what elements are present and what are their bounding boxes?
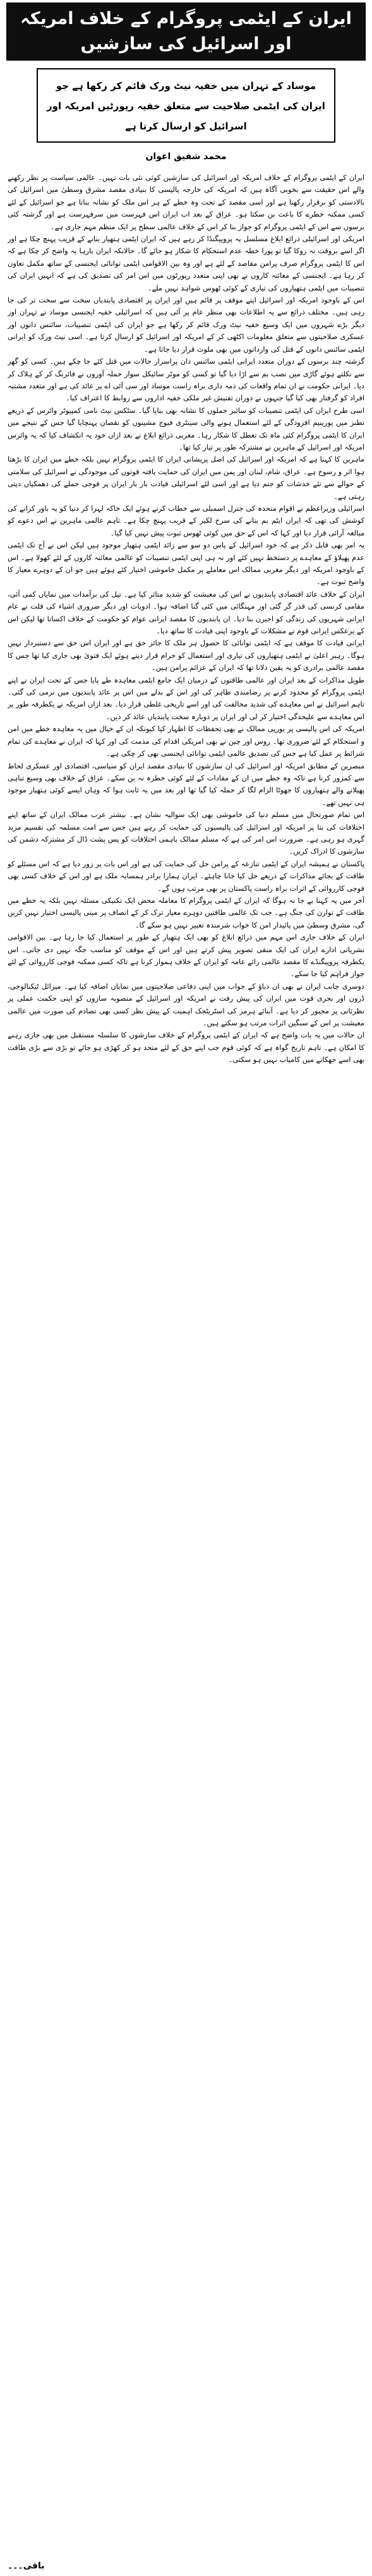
article-paragraph: دوسری جانب ایران نے بھی ان دباؤ کے جواب میں اپنی دفاعی صلاحیتوں میں نمایاں اضافہ کیا ہے۔ میزائل ٹیکنالوجی، ڈرون اور بحری قوت میں ایران کی پیش رفت نے امریکہ اور اسرائیل کے منصوبہ سازوں کو اپنی حکمت عملی پر نظرثانی پر مجبور کر دیا ہے۔ آبنائے ہرمز کی اسٹریٹجک اہمیت کے پیش نظر کسی بھی تصادم کی صورت میں عالمی معیشت پر اس کے سنگین اثرات مرتب ہو سکتے ہیں۔ <box>8 981 364 1028</box>
article-paragraph: پاکستان نے ہمیشہ ایران کے ایٹمی تنازعہ کے پرامن حل کی حمایت کی ہے اور اس بات پر زور دیا ہے کہ اس مسئلے کو طاقت کے بجائے مذاکرات کے ذریعے حل کیا جانا چاہئے۔ ایران ہمارا برادر ہمسایہ ملک ہے اور اس کے خلاف کسی بھی فوجی کارروائی کے اثرات براہ راست پاکستان پر بھی مرتب ہوں گے۔ <box>8 859 364 893</box>
article-paragraph: گزشتہ چند برسوں کے دوران متعدد ایرانی ایٹمی سائنس دان پراسرار حالات میں قتل کئے جا چکے ہیں۔ کسی کو گھر سے نکلتے ہوئے گاڑی میں نصب بم سے اڑا دیا گیا تو کسی کو موٹر سائیکل سوار حملہ آوروں نے فائرنگ کر کے ہلاک کر دیا۔ ایرانی حکومت نے ان تمام واقعات کی ذمہ داری براہ راست موساد اور سی آئی اے پر عائد کی ہے اور متعدد مشتبہ افراد کو گرفتار بھی کیا گیا جنہوں نے دوران تفتیش غیر ملکی خفیہ اداروں سے روابط کا اعتراف کیا۔ <box>8 357 364 403</box>
article-summary: موساد کے تہران میں خفیہ نیٹ ورک قائم کر رکھا ہے جو ایران کی ایٹمی صلاحیت سے متعلق خفیہ رپورٹیں امریکہ اور اسرائیل کو ارسال کرتا ہے <box>47 80 325 132</box>
article-byline: محمد شفیق اعوان <box>145 152 227 162</box>
article-paragraph: ایرانی قیادت کا موقف ہے کہ ایٹمی توانائی کا حصول ہر ملک کا جائز حق ہے اور ایران اس حق سے دستبردار نہیں ہوگا۔ رہبر اعلیٰ نے ایٹمی ہتھیاروں کی تیاری اور استعمال کو حرام قرار دیتے ہوئے ایک فتویٰ بھی جاری کیا تھا جس کا مقصد عالمی برادری کو یہ یقین دلانا تھا کہ ایران کے عزائم پرامن ہیں۔ <box>8 638 364 672</box>
article-headline: ایران کے ایٹمی پروگرام کے خلاف امریکہ اور اسرائیل کی سازشیں <box>20 9 352 54</box>
article-paragraph: اس کے باوجود امریکہ اور اسرائیل اپنے موقف پر قائم ہیں اور ایران پر اقتصادی پابندیاں سخت سے سخت تر کی جا رہی ہیں۔ مختلف ذرائع سے یہ اطلاعات بھی منظر عام پر آئی ہیں کہ اسرائیلی خفیہ ایجنسی موساد نے تہران اور دیگر بڑے شہروں میں ایک وسیع خفیہ نیٹ ورک قائم کر رکھا ہے جو ایران کی ایٹمی تنصیبات، سائنس دانوں اور عسکری صلاحیتوں سے متعلق معلومات اکٹھی کر کے امریکہ اور اسرائیل کو ارسال کرتا ہے۔ اسی نیٹ ورک کو ایرانی ایٹمی سائنس دانوں کے قتل کی وارداتوں میں بھی ملوث قرار دیا جاتا ہے۔ <box>8 295 364 354</box>
article-paragraph: مبصرین کے مطابق امریکہ اور اسرائیل کی ان سازشوں کا بنیادی مقصد ایران کو سیاسی، اقتصادی اور عسکری لحاظ سے کمزور کرنا ہے تاکہ وہ خطے میں ان کے مفادات کے لئے کوئی خطرہ نہ بن سکے۔ عراق کے خلاف بھی وسیع تباہی پھیلانے والے ہتھیاروں کا جھوٹا الزام لگا کر حملہ کیا گیا تھا اور بعد میں یہ ثابت ہوا کہ وہاں ایسے کوئی ہتھیار موجود ہی نہیں تھے۔ <box>8 761 364 807</box>
article-paragraph: ماہرین کا کہنا ہے کہ امریکہ اور اسرائیل کی اصل پریشانی ایران کا ایٹمی پروگرام نہیں بلکہ خطے میں ایران کا بڑھتا ہوا اثر و رسوخ ہے۔ عراق، شام، لبنان اور یمن میں ایران کی حمایت یافتہ قوتوں کی موجودگی نے اسرائیل کی سلامتی کے حوالے سے نئے خدشات کو جنم دیا ہے اور اسی لئے اسرائیلی قیادت بار بار ایران پر فوجی حملے کی دھمکیاں دیتی رہتی ہے۔ <box>8 455 364 501</box>
continued-marker: باقی۔۔۔ <box>8 2561 45 2571</box>
article-paragraph: آخر میں یہ کہنا بے جا نہ ہوگا کہ ایران کے ایٹمی پروگرام کا معاملہ محض ایک تکنیکی مسئلہ نہیں بلکہ یہ خطے میں طاقت کے توازن کی جنگ ہے۔ جب تک عالمی طاقتیں دوہرے معیار ترک کر کے انصاف پر مبنی پالیسی اختیار نہیں کریں گی، مشرق وسطیٰ میں پائیدار امن کا خواب شرمندہ تعبیر نہیں ہو سکے گا۔ <box>8 895 364 929</box>
article-paragraph: یہ امر بھی قابل ذکر ہے کہ خود اسرائیل کے پاس دو سو سے زائد ایٹمی ہتھیار موجود ہیں لیکن اس نے آج تک ایٹمی عدم پھیلاؤ کے معاہدے پر دستخط نہیں کئے اور نہ ہی اپنی ایٹمی تنصیبات کو عالمی معائنہ کاروں کے لئے کھولا ہے۔ اس کے باوجود امریکہ اور دیگر مغربی ممالک اس معاملے پر مکمل خاموشی اختیار کئے ہوئے ہیں جو ان کے دوہرے معیار کا واضح ثبوت ہے۔ <box>8 540 364 587</box>
article-paragraph: ایران کے ایٹمی پروگرام کے خلاف امریکہ اور اسرائیل کی سازشیں کوئی نئی بات نہیں۔ عالمی سیاست پر نظر رکھنے والے اس حقیقت سے بخوبی آگاہ ہیں کہ امریکہ کی خارجہ پالیسی کا بنیادی مقصد مشرق وسطیٰ میں اسرائیل کی بالادستی کو برقرار رکھنا ہے اور اسی مقصد کے تحت وہ خطے کے ہر اس ملک کو نشانہ بناتا ہے جو اسرائیل کے لئے کسی ممکنہ خطرے کا باعث بن سکتا ہو۔ عراق کے بعد اب ایران اس فہرست میں سرفہرست ہے اور گزشتہ کئی برسوں سے اس کے ایٹمی پروگرام کو جواز بنا کر اس کے خلاف عالمی سطح پر ایک منظم مہم جاری ہے۔ <box>8 173 364 231</box>
article-paragraph: ایران کے خلاف جاری اس مہم میں ذرائع ابلاغ کو بھی ایک ہتھیار کے طور پر استعمال کیا جا رہا ہے۔ بین الاقوامی نشریاتی ادارے ایران کی ایک منفی تصویر پیش کرتے ہیں اور اس کے موقف کو مناسب جگہ نہیں دی جاتی۔ اس یکطرفہ پروپیگنڈے کا مقصد عالمی رائے عامہ کو ایران کے خلاف ہموار کرنا ہے تاکہ کسی ممکنہ فوجی کارروائی کے لئے جواز فراہم کیا جا سکے۔ <box>8 933 364 979</box>
article-paragraph: اس تمام صورتحال میں مسلم دنیا کی خاموشی بھی ایک سوالیہ نشان ہے۔ بیشتر عرب ممالک ایران کے ساتھ اپنے اختلافات کی بنا پر امریکہ اور اسرائیل کی پالیسیوں کی حمایت کر رہے ہیں جس سے امت مسلمہ کی تقسیم مزید گہری ہو رہی ہے۔ ضرورت اس امر کی ہے کہ مسلم ممالک باہمی اختلافات کو پس پشت ڈال کر مشترکہ دشمن کی سازشوں کا ادراک کریں۔ <box>8 810 364 856</box>
article-paragraph: امریکہ کی اس پالیسی پر یورپی ممالک نے بھی تحفظات کا اظہار کیا کیونکہ ان کے خیال میں یہ معاہدہ خطے میں امن و استحکام کے لئے ضروری تھا۔ روس اور چین نے بھی امریکی اقدام کی مذمت کی اور کہا کہ ایران نے معاہدے کی تمام شرائط پر عمل کیا ہے جس کی تصدیق عالمی ایٹمی توانائی ایجنسی بھی کر چکی ہے۔ <box>8 724 364 758</box>
article-paragraph: اسرائیلی وزیراعظم نے اقوام متحدہ کی جنرل اسمبلی سے خطاب کرتے ہوئے ایک خاکہ لہرا کر دنیا کو یہ باور کرانے کی کوشش کی تھی کہ ایران ایٹم بم بنانے کی سرخ لکیر کے قریب پہنچ چکا ہے۔ تاہم عالمی ماہرین نے اس دعوے کو مبالغہ آرائی قرار دیا اور کہا کہ اس کے حق میں کوئی ٹھوس ثبوت پیش نہیں کیا گیا۔ <box>8 503 364 537</box>
article-paragraph: ایران کے خلاف عائد اقتصادی پابندیوں نے اس کی معیشت کو شدید متاثر کیا ہے۔ تیل کی برآمدات میں نمایاں کمی آئی، مقامی کرنسی کی قدر گر گئی اور مہنگائی میں کئی گنا اضافہ ہوا۔ ادویات اور دیگر ضروری اشیاء کی قلت نے عام ایرانی شہریوں کی زندگی کو اجیرن بنا دیا۔ ان پابندیوں کا مقصد ایرانی عوام کو حکومت کے خلاف اکسانا تھا لیکن اس کے برعکس ایرانی قوم نے مشکلات کے باوجود اپنی قیادت کا ساتھ دیا۔ <box>8 589 364 636</box>
article-paragraph: اسی طرح ایران کی ایٹمی تنصیبات کو سائبر حملوں کا نشانہ بھی بنایا گیا۔ سٹکس نیٹ نامی کمپیوٹر وائرس کے ذریعے نطنز میں یورینیم افزودگی کے لئے استعمال ہونے والی سینٹری فیوج مشینوں کو نقصان پہنچایا گیا جس کے نتیجے میں ایران کا ایٹمی پروگرام کئی ماہ تک تعطل کا شکار رہا۔ مغربی ذرائع ابلاغ نے بعد ازاں خود یہ انکشاف کیا کہ یہ وائرس امریکہ اور اسرائیل کے ماہرین نے مشترکہ طور پر تیار کیا تھا۔ <box>8 405 364 451</box>
article-body <box>8 172 364 2541</box>
article-paragraph: امریکی اور اسرائیلی ذرائع ابلاغ مسلسل یہ پروپیگنڈا کر رہے ہیں کہ ایران ایٹمی ہتھیار بنانے کے قریب پہنچ چکا ہے اور اگر اسے بروقت نہ روکا گیا تو پورا خطہ عدم استحکام کا شکار ہو جائے گا۔ حالانکہ ایران بارہا یہ واضح کر چکا ہے کہ اس کا ایٹمی پروگرام صرف پرامن مقاصد کے لئے ہے اور وہ بین الاقوامی ایٹمی توانائی ایجنسی کے ساتھ مکمل تعاون کر رہا ہے۔ ایجنسی کے معائنہ کاروں نے بھی اپنی متعدد رپورٹوں میں اس امر کی تصدیق کی ہے کہ انہیں ایران کی تنصیبات میں ایٹمی ہتھیاروں کی تیاری کے کوئی ٹھوس شواہد نہیں ملے۔ <box>8 234 364 292</box>
article-paragraph: طویل مذاکرات کے بعد ایران اور عالمی طاقتوں کے درمیان ایک جامع ایٹمی معاہدہ طے پایا جس کے تحت ایران نے اپنے ایٹمی پروگرام کو محدود کرنے پر رضامندی ظاہر کی اور اس کے بدلے میں اس پر عائد پابندیوں میں نرمی کی گئی۔ تاہم اسرائیل نے اس معاہدے کی شدید مخالفت کی اور اسے تاریخی غلطی قرار دیا۔ بعد ازاں امریکہ نے یکطرفہ طور پر اس معاہدے سے علیحدگی اختیار کر لی اور ایران پر دوبارہ سخت پابندیاں عائد کر دیں۔ <box>8 675 364 721</box>
article-paragraph: ان حالات میں یہ بات واضح ہے کہ ایران کے ایٹمی پروگرام کے خلاف سازشوں کا سلسلہ مستقبل میں بھی جاری رہنے کا امکان ہے۔ تاہم تاریخ گواہ ہے کہ کوئی قوم جب اپنے حق کے لئے متحد ہو کر کھڑی ہو جائے تو بڑی سے بڑی طاقت بھی اسے جھکانے میں کامیاب نہیں ہو سکتی۔ <box>8 1030 364 1064</box>
summary-box <box>37 68 335 143</box>
headline-banner <box>6 3 366 61</box>
